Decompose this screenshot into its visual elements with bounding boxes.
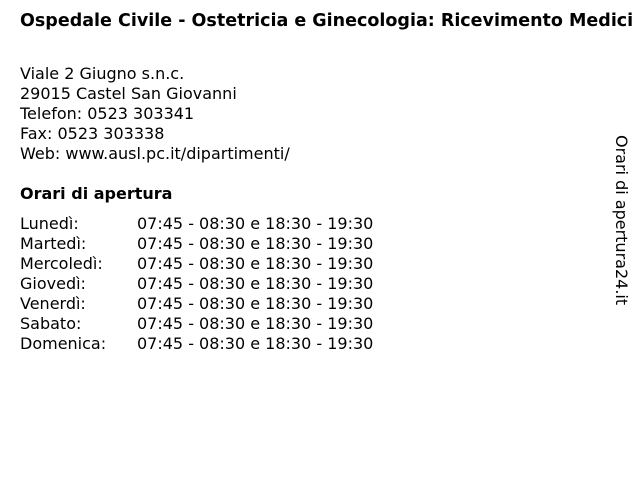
hours-row-wednesday bbox=[20, 254, 373, 274]
time-range: 07:45 - 08:30 e 18:30 - 19:30 bbox=[137, 214, 374, 233]
day-label: Lunedì: bbox=[20, 214, 79, 233]
time-range: 07:45 - 08:30 e 18:30 - 19:30 bbox=[137, 274, 374, 293]
fax-number: Fax: 0523 303338 bbox=[20, 124, 165, 143]
day-label: Domenica: bbox=[20, 334, 107, 353]
time-range: 07:45 - 08:30 e 18:30 - 19:30 bbox=[137, 334, 374, 353]
day-label: Mercoledì: bbox=[20, 254, 103, 273]
hours-row-tuesday bbox=[20, 234, 373, 254]
street-address: Viale 2 Giugno s.n.c. bbox=[20, 64, 185, 83]
page-title: Ospedale Civile - Ostetricia e Ginecologia: Ricevimento Medici bbox=[20, 11, 634, 31]
day-label: Martedì: bbox=[20, 234, 87, 253]
opening-hours-heading: Orari di apertura bbox=[20, 184, 173, 203]
day-label: Venerdì: bbox=[20, 294, 86, 313]
hours-row-saturday bbox=[20, 314, 373, 334]
time-range: 07:45 - 08:30 e 18:30 - 19:30 bbox=[137, 314, 374, 333]
hours-row-monday bbox=[20, 214, 373, 234]
opening-hours-table bbox=[20, 214, 373, 354]
time-range: 07:45 - 08:30 e 18:30 - 19:30 bbox=[137, 294, 374, 313]
hours-row-friday bbox=[20, 294, 373, 314]
brand-watermark: Orari di apertura24.it bbox=[612, 135, 631, 306]
time-range: 07:45 - 08:30 e 18:30 - 19:30 bbox=[137, 234, 374, 253]
hours-row-sunday bbox=[20, 334, 373, 354]
day-label: Giovedì: bbox=[20, 274, 86, 293]
time-range: 07:45 - 08:30 e 18:30 - 19:30 bbox=[137, 254, 374, 273]
hours-row-thursday bbox=[20, 274, 373, 294]
city-postal-code: 29015 Castel San Giovanni bbox=[20, 84, 237, 103]
website: Web: www.ausl.pc.it/dipartimenti/ bbox=[20, 144, 290, 163]
address-block bbox=[20, 64, 290, 164]
day-label: Sabato: bbox=[20, 314, 82, 333]
phone-number: Telefon: 0523 303341 bbox=[20, 104, 195, 123]
